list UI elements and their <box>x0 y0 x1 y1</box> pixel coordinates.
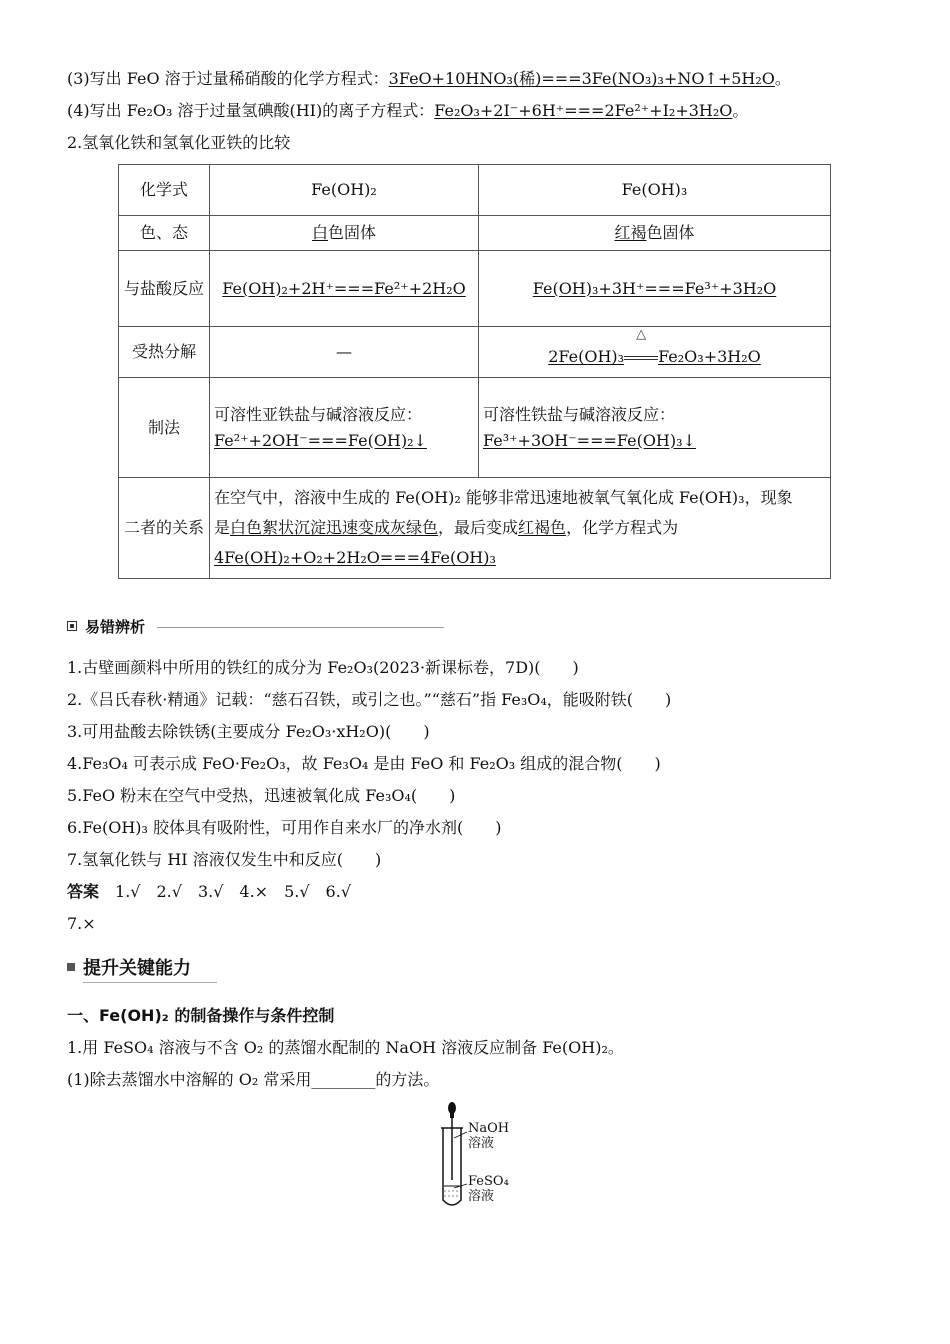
list-item: 1.古壁画颜料中所用的铁红的成分为 Fe₂O₃(2023·新课标卷，7D)( ) <box>67 658 579 677</box>
section-2-title: 2.氢氧化铁和氢氧化亚铁的比较 <box>67 133 291 152</box>
table-cell <box>479 327 831 378</box>
table-cell <box>210 216 479 251</box>
ability-header <box>67 954 217 980</box>
label-line: 溶液 <box>468 1136 495 1151</box>
cell-text: 可溶性亚铁盐与碱溶液反应： <box>214 404 423 424</box>
table-cell <box>479 216 831 251</box>
cell-text: 可溶性铁盐与碱溶液反应： <box>483 404 676 424</box>
table-row-label: 二者的关系 <box>119 478 210 579</box>
list-item: 3.可用盐酸去除铁锈(主要成分 Fe₂O₃·xH₂O)( ) <box>67 722 430 741</box>
answer-label: 答案 <box>67 882 100 901</box>
cell-text: ，化学方程式为 <box>566 518 679 537</box>
cell-text-line <box>214 513 826 543</box>
feso4-label <box>468 1174 509 1204</box>
table-row-label: 与盐酸反应 <box>119 251 210 327</box>
cell-text: 是 <box>214 518 231 537</box>
question-3-prompt: (3)写出 FeO 溶于过量稀硝酸的化学方程式： <box>67 69 389 88</box>
question-1: 1.用 FeSO₄ 溶液与不含 O₂ 的蒸馏水配制的 NaOH 溶液反应制备 Fe(OH)₂。 <box>67 1038 624 1057</box>
section-title: 提升关键能力 <box>83 958 191 979</box>
section-title: 易错辨析 <box>85 618 146 636</box>
section-square-icon <box>67 963 75 971</box>
answers-continued: 7.× <box>67 914 96 933</box>
equals-bar <box>624 356 658 360</box>
table-cell <box>210 478 831 579</box>
dropper-icon <box>448 1102 456 1180</box>
table-header-cell: Fe(OH)₂ <box>210 165 479 216</box>
question-4-end: 。 <box>732 101 749 120</box>
subsection-title: 一、Fe(OH)₂ 的制备操作与条件控制 <box>67 1006 335 1025</box>
table-row <box>119 165 831 216</box>
cell-text: 色固体 <box>328 223 377 242</box>
list-item: 5.FeO 粉末在空气中受热，迅速被氧化成 Fe₃O₄( ) <box>67 786 456 805</box>
question-text: 的方法。 <box>375 1070 440 1089</box>
cell-text: 色固体 <box>646 223 695 242</box>
table-row-label: 化学式 <box>119 165 210 216</box>
equation-left: 2Fe(OH)₃ <box>548 347 625 366</box>
table-row <box>119 478 831 579</box>
question-text: (1)除去蒸馏水中溶解的 O₂ 常采用 <box>67 1070 312 1089</box>
equation: Fe(OH)₃+3H⁺===Fe³⁺+3H₂O <box>532 278 777 298</box>
equation: Fe³⁺+3OH⁻===Fe(OH)₃↓ <box>483 430 696 450</box>
list-item: 4.Fe₃O₄ 可表示成 FeO·Fe₂O₃，故 Fe₃O₄ 是由 FeO 和 Fe₂O₃ 组成的混合物( ) <box>67 754 661 773</box>
answer-blank: ________ <box>311 1070 376 1089</box>
table-row-label: 色、态 <box>119 216 210 251</box>
answer-blank: 白 <box>311 223 328 242</box>
table-row-label: 受热分解 <box>119 327 210 378</box>
question-3-answer: 3FeO+10HNO₃(稀)===3Fe(NO₃)₃+NO↑+5H₂O <box>388 69 775 88</box>
answer-blank: 红褐 <box>614 223 647 242</box>
answer-blank: 白色絮状沉淀迅速变成灰绿色 <box>230 518 439 537</box>
table-row <box>119 251 831 327</box>
question-3-end: 。 <box>774 69 791 88</box>
list-item: 2.《吕氏春秋·精通》记载：“慈石召铁，或引之也。”“慈石”指 Fe₃O₄，能吸附铁( ) <box>67 690 672 709</box>
table-cell <box>479 378 831 478</box>
divider <box>157 627 444 628</box>
equation: Fe²⁺+2OH⁻===Fe(OH)₂↓ <box>214 430 427 450</box>
answer-blank: 红褐色 <box>518 518 567 537</box>
question-3 <box>67 67 791 91</box>
list-item: 7.氢氧化铁与 HI 溶液仅发生中和反应( ) <box>67 850 382 869</box>
cell-text: 在空气中，溶液中生成的 Fe(OH)₂ 能够非常迅速地被氧气氧化成 Fe(OH)₃，现象 <box>214 488 793 507</box>
equation: 4Fe(OH)₂+O₂+2H₂O===4Fe(OH)₃ <box>214 548 496 567</box>
test-tube-figure <box>410 1098 470 1213</box>
answer-values: 1.√ 2.√ 3.√ 4.× 5.√ 6.√ <box>115 882 352 901</box>
table-row <box>119 378 831 478</box>
label-line: FeSO₄ <box>468 1174 509 1189</box>
table-row <box>119 216 831 251</box>
table-header-cell: Fe(OH)₃ <box>479 165 831 216</box>
equation: Fe(OH)₂+2H⁺===Fe²⁺+2H₂O <box>222 278 466 298</box>
table-cell <box>479 251 831 327</box>
answers <box>67 880 351 904</box>
label-line: 溶液 <box>468 1189 495 1204</box>
equation-right: Fe₂O₃+3H₂O <box>658 347 761 366</box>
table-cell: — <box>210 327 479 378</box>
question-1-1 <box>67 1068 439 1092</box>
question-4-prompt: (4)写出 Fe₂O₃ 溶于过量氢碘酸(HI)的离子方程式： <box>67 101 435 120</box>
section-box-icon <box>67 621 77 631</box>
table-cell <box>210 251 479 327</box>
error-analysis-header <box>67 618 444 638</box>
heat-sign <box>624 327 658 370</box>
question-4-answer: Fe₂O₃+2I⁻+6H⁺===2Fe²⁺+I₂+3H₂O <box>434 101 733 120</box>
table-row <box>119 327 831 378</box>
list-item: 6.Fe(OH)₃ 胶体具有吸附性，可用作自来水厂的净水剂( ) <box>67 818 502 837</box>
cell-text: ，最后变成 <box>438 518 519 537</box>
naoh-label <box>468 1121 509 1151</box>
question-4 <box>67 99 748 123</box>
label-line: NaOH <box>468 1121 510 1136</box>
table-row-label: 制法 <box>119 378 210 478</box>
comparison-table <box>118 164 831 579</box>
table-cell <box>210 378 479 478</box>
heat-triangle-icon: △ <box>636 327 647 342</box>
divider <box>83 982 217 983</box>
